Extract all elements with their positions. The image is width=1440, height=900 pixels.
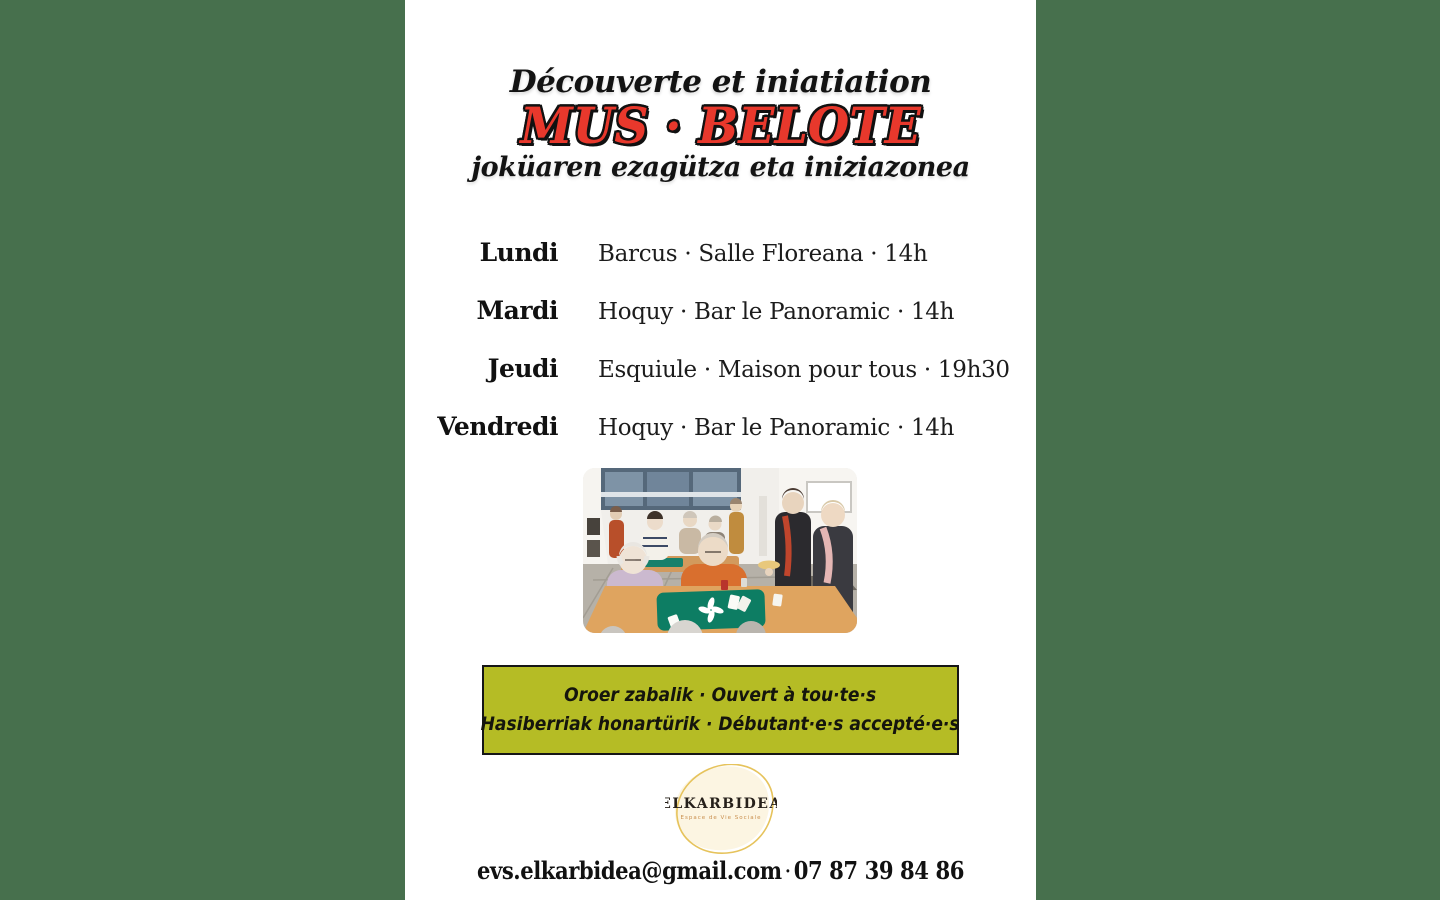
open-to-all-banner [482,665,959,755]
schedule-row [405,238,1036,267]
schedule-row [405,296,1036,325]
contact-line [443,856,998,885]
schedule-day: Vendredi [437,412,558,441]
contact-separator: · [785,861,791,882]
schedule-details: Hoquy · Bar le Panoramic · 14h [598,299,955,325]
poster-title: MUS · BELOTE [520,96,921,155]
schedule-details: Barcus · Salle Floreana · 14h [598,241,928,267]
header-subtitle-top: Découverte et iniatiation [509,64,932,100]
card-game-photo [583,468,857,633]
schedule-details: Hoquy · Bar le Panoramic · 14h [598,415,955,441]
schedule-row [405,354,1036,383]
banner-line-1: Oroer zabalik · Ouvert à tou·te·s [564,684,877,706]
schedule-day: Lundi [479,238,558,267]
logo-tagline: Espace de Vie Sociale [680,815,762,821]
elkarbidea-logo [665,764,777,856]
banner-line-2: Hasiberriak honartürik · Débutant·e·s accepté·e·s [481,713,960,735]
schedule-list [405,238,1036,441]
header-subtitle-bottom: joküaren ezagütza eta iniziazonea [471,152,970,183]
schedule-row [405,412,1036,441]
schedule-details: Esquiule · Maison pour tous · 19h30 [598,357,1010,383]
logo-name: ELKARBIDEA [665,796,777,812]
schedule-day: Mardi [476,296,558,325]
contact-email: evs.elkarbidea@gmail.com [477,856,782,885]
schedule-day: Jeudi [487,354,558,383]
contact-phone: 07 87 39 84 86 [793,856,964,885]
poster [405,0,1036,900]
card-game-photo-illustration [583,468,857,633]
